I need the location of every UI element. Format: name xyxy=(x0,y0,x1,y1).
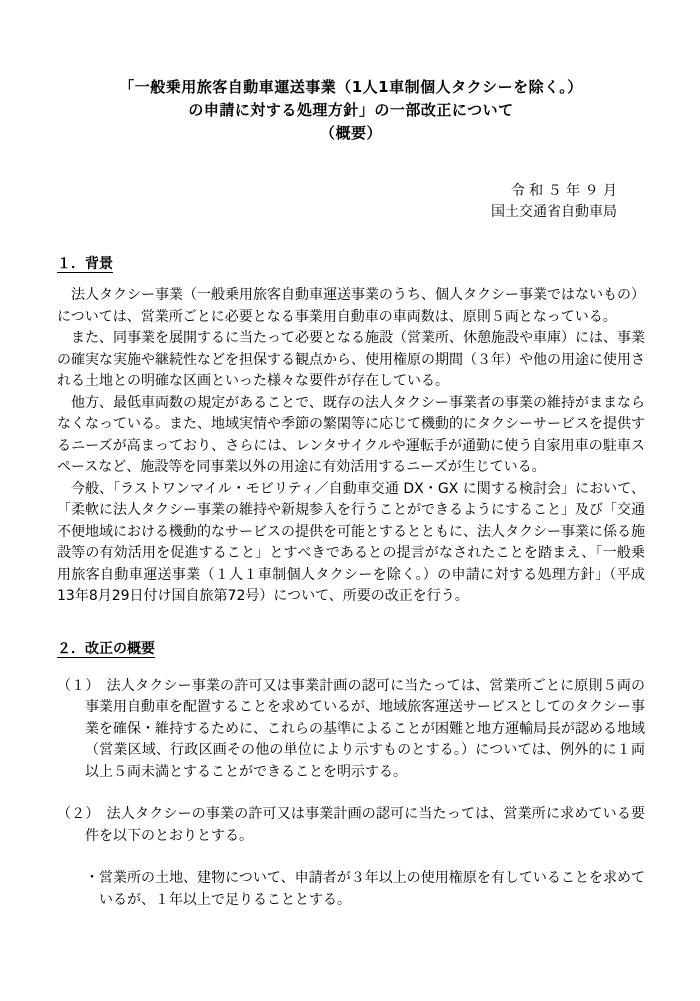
section1-paragraph-1: 法人タクシー事業（一般乗用旅客自動車運送事業のうち、個人タクシー事業ではないもの）については、営業所ごとに必要となる事業用自動車の車両数は、原則５両となっている。 xyxy=(57,287,645,325)
section2-heading: ２．改正の概要 xyxy=(57,640,155,657)
section2-bullet-1: ・営業所の土地、建物について、申請者が３年以上の使用権原を有していることを求めているが、１年以上で足りることとする。 xyxy=(85,870,645,908)
title-line-2: の申請に対する処理方針」の一部改正について xyxy=(188,101,514,119)
title-line-1: 「一般乗用旅客自動車運送事業（1人1車制個人タクシーを除く。） xyxy=(119,78,583,96)
section-revision-overview xyxy=(57,638,645,912)
document-title xyxy=(57,76,645,145)
document-meta xyxy=(57,181,645,223)
document-date: 令 和 ５ 年 ９ 月 xyxy=(510,183,617,199)
section1-paragraph-2: また、同事業を展開するに当たって必要となる施設（営業所、休憩施設や車庫）には、事業の確実な実施や継続性などを担保する観点から、使用権原の期間（３年）や他の用途に使用される土地との明確な区画といった様々な要件が存在している。 xyxy=(57,330,645,389)
section-background xyxy=(57,253,645,608)
section2-item-1: （１） 法人タクシー事業の許可又は事業計画の認可に当たっては、営業所ごとに原則５両の事業用自動車を配置することを求めているが、地域旅客運送サービスとしてのタクシー事業を確保・維持するために、これらの基準によることが困難と地方運輸局長が認める地域（営業区域、行政区画その他の単位により示すものとする。）については、例外的に１両以上５両未満とすることができることを明示する。 xyxy=(57,677,645,780)
section1-paragraph-3: 他方、最低車両数の規定があることで、既存の法人タクシー事業者の事業の維持がままならなくなっている。また、地域実情や季節の繁閑等に応じて機動的にタクシーサービスを提供するニーズが高まっており、さらには、レンタサイクルや運転手が通勤に使う自家用車の駐車スペースなど、施設等を同事業以外の用途に有効活用するニーズが生じている。 xyxy=(57,394,645,475)
document-organization: 国土交通省自動車局 xyxy=(491,204,617,220)
section2-items xyxy=(57,676,645,912)
title-line-3: （概要） xyxy=(319,124,382,142)
section1-paragraph-4: 今般、「ラストワンマイル・モビリティ／自動車交通 DX・GX に関する検討会」において、「柔軟に法人タクシー事業の維持や新規参入を行うことができるようにすること」及び「交通不便地域における機動的なサービスの提供を可能とするとともに、法人タクシー事業に係る施設等の有効活用を促進すること」とすべきであるとの提言がなされたことを踏まえ、「一般乗用旅客自動車運送事業（１人１車制個人タクシーを除く。）の申請に対する処理方針」（平成13年8月29日付け国自旅第72号）について、所要の改正を行う。 xyxy=(57,480,645,604)
section1-heading: １．背景 xyxy=(57,256,113,272)
section2-item-2: （２） 法人タクシーの事業の許可又は事業計画の認可に当たっては、営業所に求めている要件を以下のとおりとする。 xyxy=(57,806,645,844)
